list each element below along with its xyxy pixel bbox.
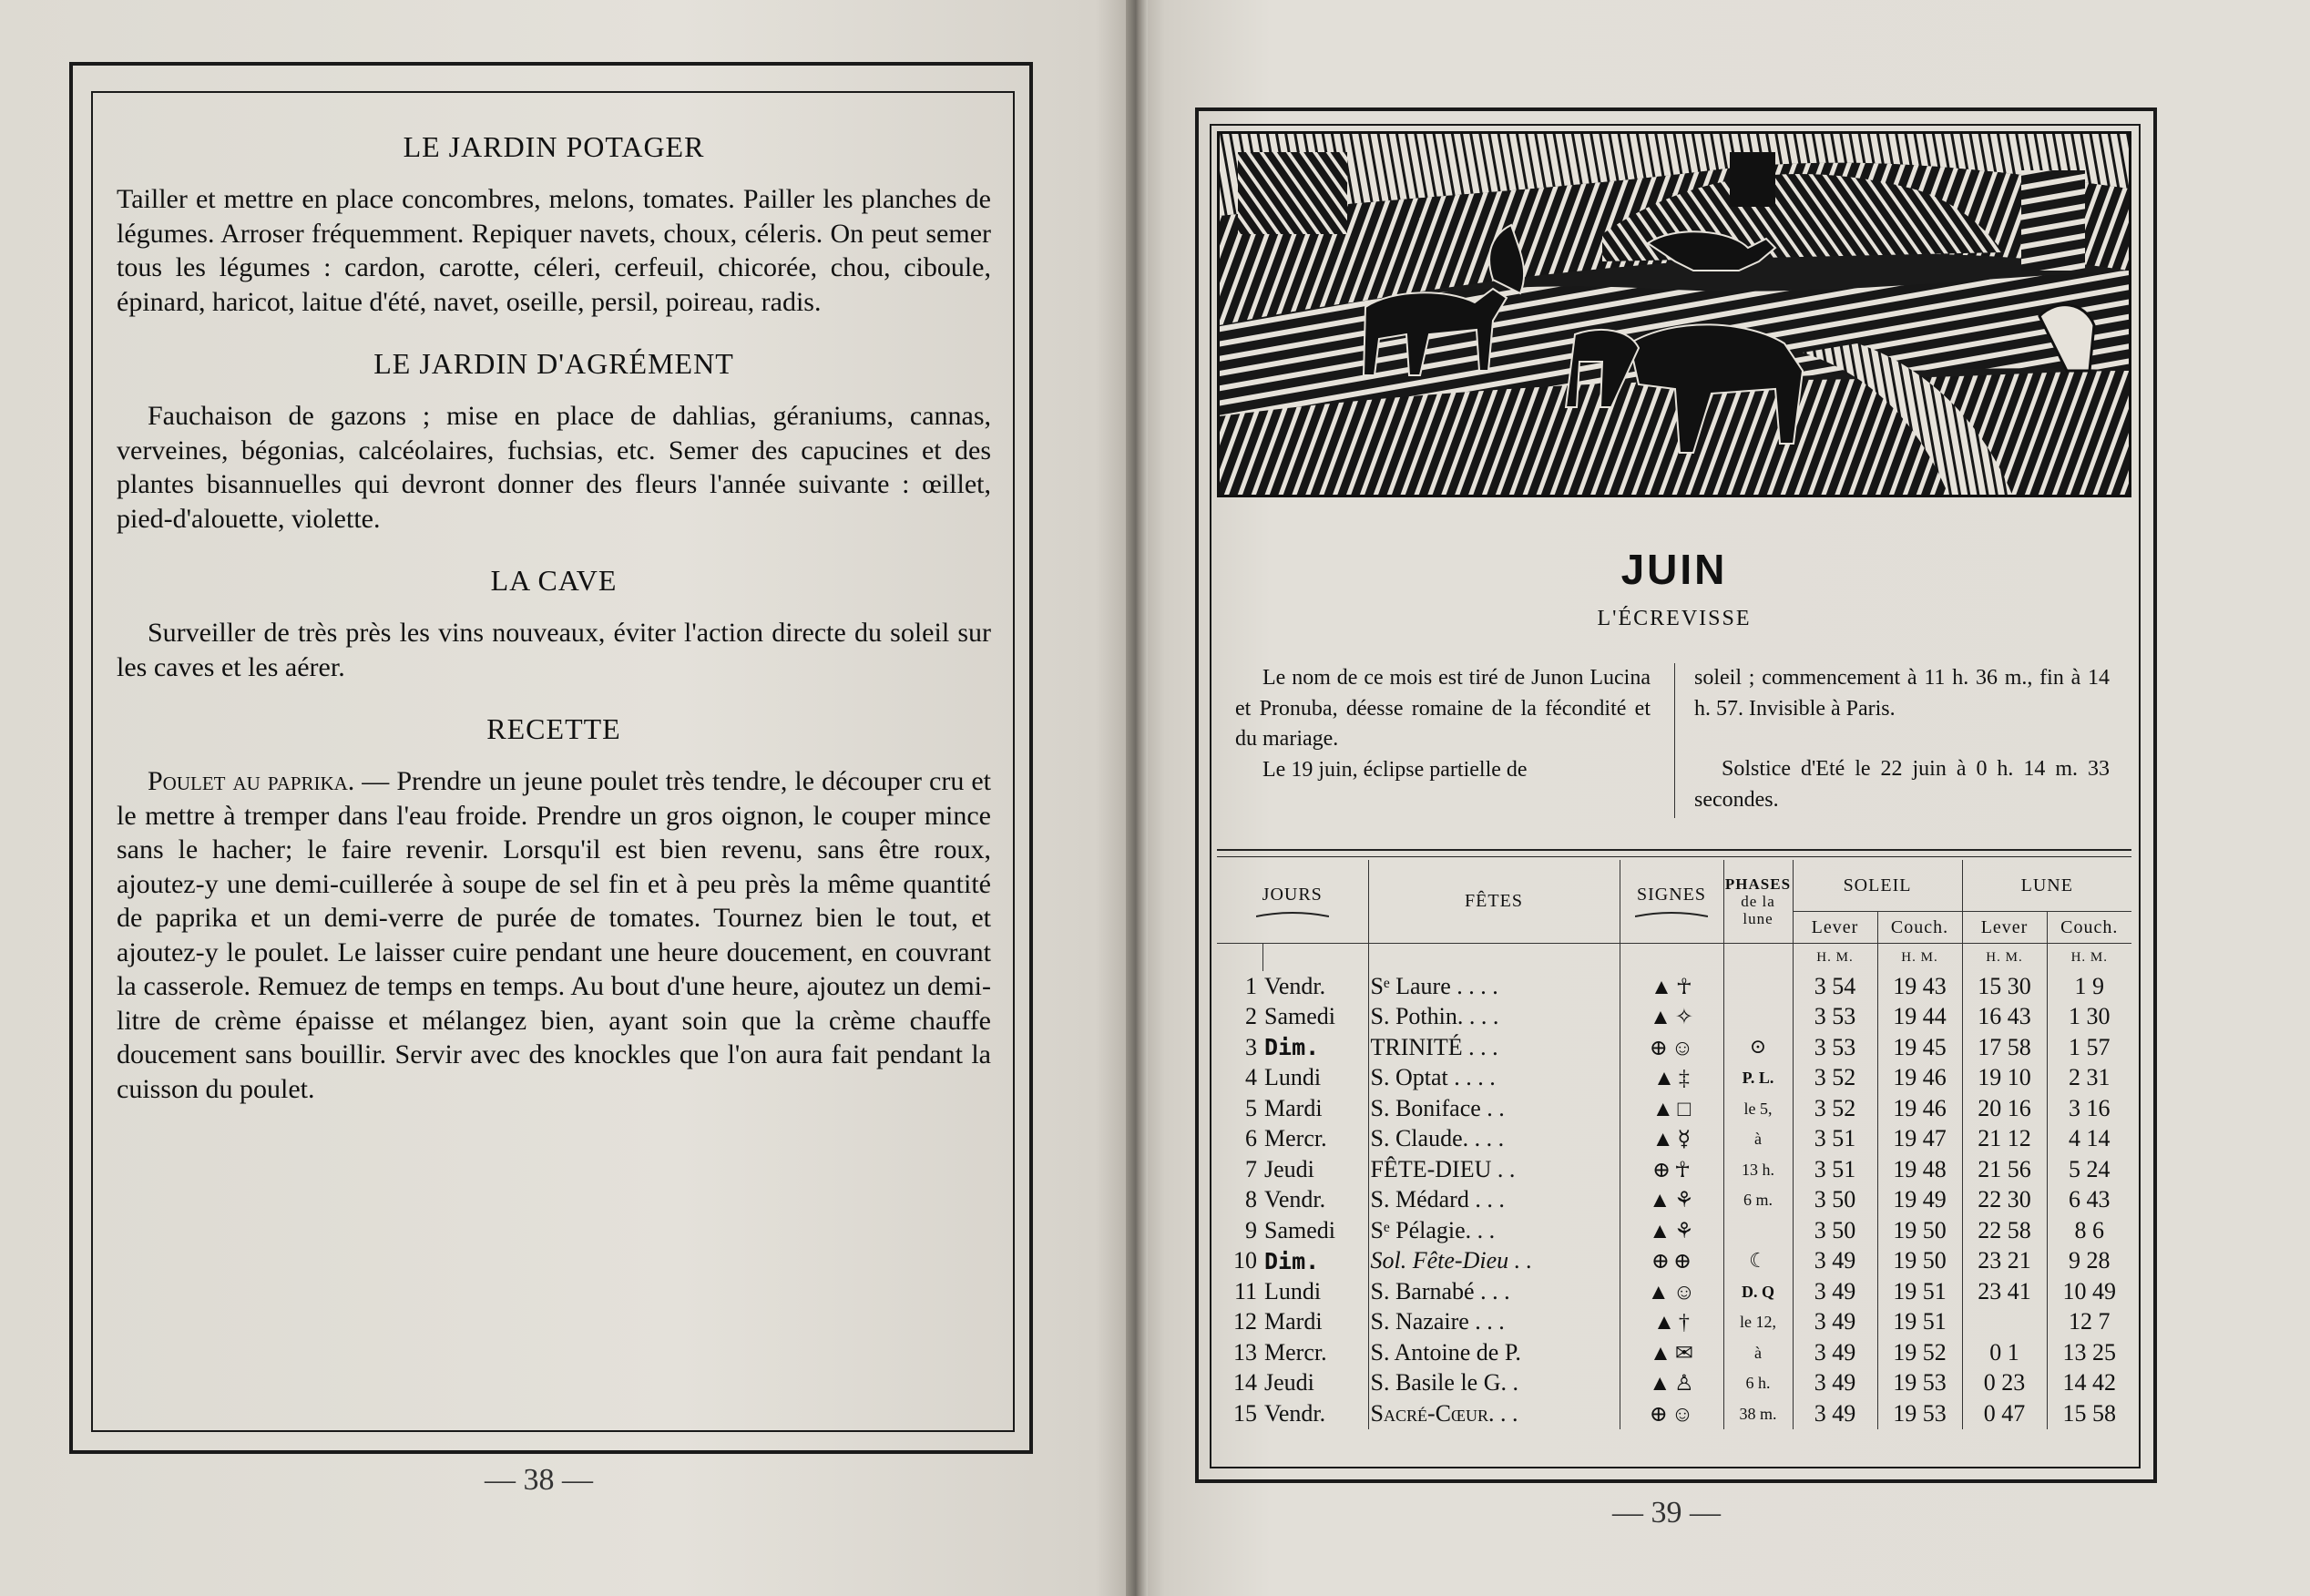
section-title-potager: LE JARDIN POTAGER (403, 130, 705, 163)
header-lune: LUNE (1962, 860, 2131, 912)
hm-label: H. M. (1793, 944, 1877, 972)
day-name: Jeudi (1264, 1369, 1314, 1396)
header-soleil: SOLEIL (1793, 860, 1962, 912)
moon-set: 1 30 (2047, 1002, 2131, 1033)
feast-name: FÊTE-DIEU . . (1368, 1154, 1620, 1185)
signs-cell (1620, 971, 1723, 1002)
moon-rise: 16 43 (1962, 1002, 2047, 1033)
signs-cell (1620, 1032, 1723, 1063)
day-name: Jeudi (1264, 1155, 1314, 1182)
signs-cell (1620, 1368, 1723, 1399)
sun-rise: 3 49 (1793, 1398, 1877, 1429)
day-name: Vendr. (1264, 1399, 1326, 1427)
moon-set: 1 57 (2047, 1032, 2131, 1063)
sign-symbol-icon: ⊕ (1651, 1250, 1670, 1274)
phase-cell (1723, 1002, 1793, 1033)
phase-cell (1723, 1032, 1793, 1063)
feast-name: S. Optat . . . . (1368, 1063, 1620, 1094)
day-number: 8 (1245, 1186, 1257, 1213)
zodiac-symbol-icon: □ (1677, 1097, 1692, 1121)
feast-name: S. Boniface . . (1368, 1093, 1620, 1124)
moon-set: 8 6 (2047, 1215, 2131, 1246)
section-body-agrement: Fauchaison de gazons ; mise en place de dahlias, géraniums, cannas, verveines, bégonias, calcéolaires, fuchsias, etc. Semer des capucines et des plantes bisannuelles qui devront donner des fleurs l'année suivante : œillet, pied-d'alouette, violette. (117, 401, 991, 534)
day-number: 5 (1245, 1094, 1257, 1121)
moon-rise: 19 10 (1962, 1063, 2047, 1094)
day-name: Vendr. (1264, 1186, 1326, 1213)
moon-set: 12 7 (2047, 1307, 2131, 1338)
day-number: 14 (1233, 1369, 1257, 1396)
page-number-right: — 39 — (1612, 1496, 1721, 1530)
rule-top (1217, 849, 2131, 851)
day-name: Mardi (1264, 1308, 1323, 1335)
header-lune-couch: Couch. (2047, 912, 2131, 944)
left-content (117, 128, 991, 1106)
sign-symbol-icon: ▲ (1649, 1189, 1671, 1213)
calendar-table (1217, 860, 2131, 1429)
day-name: Lundi (1264, 1277, 1322, 1304)
signs-cell (1620, 1093, 1723, 1124)
signs-cell (1620, 1063, 1723, 1094)
header-signes: SIGNES (1620, 860, 1723, 944)
header-soleil-couch: Couch. (1877, 912, 1962, 944)
day-name: Dim. (1264, 1034, 1320, 1061)
sun-rise: 3 53 (1793, 1032, 1877, 1063)
table-row (1217, 1154, 2131, 1185)
table-row (1217, 1215, 2131, 1246)
table-row (1217, 971, 2131, 1002)
signs-cell (1620, 1276, 1723, 1307)
table-row (1217, 1032, 2131, 1063)
sign-symbol-icon: ⊕ (1651, 1158, 1671, 1182)
sun-set: 19 50 (1877, 1246, 1962, 1277)
sun-rise: 3 49 (1793, 1368, 1877, 1399)
header-phases: PHASES de la lune (1723, 860, 1793, 944)
sign-symbol-icon: ▲ (1651, 975, 1672, 999)
moon-set: 9 28 (2047, 1246, 2131, 1277)
zodiac-symbol-icon: ⚘ (1674, 1189, 1694, 1213)
sun-set: 19 53 (1877, 1368, 1962, 1399)
day-name: Vendr. (1264, 972, 1326, 999)
sun-rise: 3 49 (1793, 1307, 1877, 1338)
day-name: Mardi (1264, 1094, 1323, 1121)
sun-set: 19 50 (1877, 1215, 1962, 1246)
section-body-recette (117, 764, 991, 1106)
full-moon-icon: ⊙ (1749, 1035, 1767, 1059)
table-row (1217, 1185, 2131, 1216)
month-title: JUIN (1620, 546, 1728, 593)
moon-set: 4 14 (2047, 1124, 2131, 1155)
feast-name: S. Pothin. . . . (1368, 1002, 1620, 1033)
signs-cell (1620, 1124, 1723, 1155)
sun-rise: 3 52 (1793, 1063, 1877, 1094)
header-jours: JOURS (1217, 860, 1368, 944)
day-name: Lundi (1264, 1064, 1322, 1091)
table-row (1217, 1002, 2131, 1033)
sun-rise: 3 53 (1793, 1002, 1877, 1033)
sun-set: 19 43 (1877, 971, 1962, 1002)
sign-symbol-icon: ▲ (1649, 1372, 1671, 1396)
day-number: 9 (1245, 1216, 1257, 1243)
moon-rise: 15 30 (1962, 971, 2047, 1002)
moon-rise: 0 47 (1962, 1398, 2047, 1429)
section-title-recette: RECETTE (486, 712, 621, 745)
moon-set: 10 49 (2047, 1276, 2131, 1307)
table-row (1217, 1124, 2131, 1155)
phase-cell: 13 h. (1723, 1154, 1793, 1185)
book-gutter (1126, 0, 1148, 1596)
day-name: Dim. (1264, 1247, 1320, 1274)
sign-symbol-icon: ▲ (1653, 1067, 1675, 1091)
signs-cell (1620, 1185, 1723, 1216)
sun-rise: 3 51 (1793, 1154, 1877, 1185)
text-column-right (1694, 663, 2110, 815)
sign-symbol-icon: ▲ (1647, 1280, 1670, 1304)
feast-name: Sᵉ Pélagie. . . (1368, 1215, 1620, 1246)
sign-symbol-icon: ⊕ (1649, 1036, 1668, 1060)
day-number: 13 (1233, 1338, 1257, 1366)
eclipse-text-start: Le 19 juin, éclipse partielle de (1262, 757, 1528, 782)
sun-rise: 3 54 (1793, 971, 1877, 1002)
moon-rise (1962, 1307, 2047, 1338)
moon-rise: 21 12 (1962, 1124, 2047, 1155)
sun-rise: 3 51 (1793, 1124, 1877, 1155)
recipe-title: Poulet au paprika. (148, 766, 355, 796)
feast-name: S. Claude. . . . (1368, 1124, 1620, 1155)
section-title-cave: LA CAVE (490, 564, 618, 597)
hm-label: H. M. (1877, 944, 1962, 972)
zodiac-symbol-icon: † (1678, 1311, 1690, 1335)
zodiac-symbol-icon: ☺ (1672, 1280, 1696, 1304)
day-number: 2 (1245, 1003, 1257, 1030)
sun-rise: 3 50 (1793, 1185, 1877, 1216)
sign-symbol-icon: ⊕ (1649, 1402, 1668, 1427)
day-number: 15 (1233, 1399, 1257, 1427)
section-body-potager: Tailler et mettre en place concombres, melons, tomates. Pailler les planches de légumes. Arroser fréquemment. Repiquer navets, choux, céleris. On peut semer tous les légumes : cardon, carotte, céleri, cerfeuil, chicorée, chou, ciboule, épinard, haricot, laitue d'été, navet, oseille, persil, poireau, radis. (117, 184, 991, 317)
moon-rise: 23 21 (1962, 1246, 2047, 1277)
feast-name: S. Nazaire . . . (1368, 1307, 1620, 1338)
page-number-left: — 38 — (485, 1463, 593, 1497)
zodiac-symbol-icon: ☺ (1671, 1036, 1694, 1060)
phase-cell: D. Q (1723, 1276, 1793, 1307)
zodiac-symbol-icon: ⊕ (1673, 1250, 1692, 1274)
table-row (1217, 1337, 2131, 1368)
zodiac-symbol-icon: ☥ (1675, 975, 1692, 999)
sign-symbol-icon: ▲ (1650, 1341, 1671, 1366)
feast-name: Sacré-Cœur. . . (1368, 1398, 1620, 1429)
day-number: 4 (1245, 1064, 1257, 1091)
signs-cell (1620, 1154, 1723, 1185)
zodiac-symbol-icon: ✧ (1674, 1006, 1693, 1030)
sun-set: 19 44 (1877, 1002, 1962, 1033)
sun-set: 19 51 (1877, 1307, 1962, 1338)
hm-label: H. M. (1962, 944, 2047, 972)
table-row (1217, 1093, 2131, 1124)
woodcut-horses-landscape (1220, 134, 2129, 495)
sun-rise: 3 52 (1793, 1093, 1877, 1124)
day-number: 12 (1233, 1308, 1257, 1335)
sun-rise: 3 49 (1793, 1246, 1877, 1277)
feast-name: S. Basile le G. . (1368, 1368, 1620, 1399)
moon-set: 3 16 (2047, 1093, 2131, 1124)
sun-set: 19 48 (1877, 1154, 1962, 1185)
zodiac-symbol-icon: ⚘ (1674, 1219, 1694, 1243)
phase-cell: 6 h. (1723, 1368, 1793, 1399)
signs-cell (1620, 1215, 1723, 1246)
zodiac-symbol-icon: ☥ (1674, 1158, 1691, 1182)
table-row (1217, 1063, 2131, 1094)
phase-cell (1723, 1215, 1793, 1246)
feast-name: Sol. Fête-Dieu . . (1368, 1246, 1620, 1277)
moon-set: 14 42 (2047, 1368, 2131, 1399)
moon-set: 2 31 (2047, 1063, 2131, 1094)
day-name: Samedi (1264, 1003, 1335, 1030)
sign-symbol-icon: ▲ (1650, 1006, 1671, 1030)
moon-set: 13 25 (2047, 1337, 2131, 1368)
moon-set: 15 58 (2047, 1398, 2131, 1429)
day-number: 6 (1245, 1125, 1257, 1152)
sun-set: 19 49 (1877, 1185, 1962, 1216)
sign-symbol-icon: ▲ (1649, 1219, 1671, 1243)
table-row (1217, 1276, 2131, 1307)
column-divider (1674, 663, 1675, 818)
sign-symbol-icon: ▲ (1651, 1097, 1674, 1121)
rule-top-2 (1217, 856, 2131, 857)
zodiac-symbol-icon: ☺ (1671, 1402, 1694, 1427)
sun-set: 19 46 (1877, 1063, 1962, 1094)
day-number: 1 (1245, 972, 1257, 999)
feast-name: TRINITÉ . . . (1368, 1032, 1620, 1063)
signs-cell (1620, 1337, 1723, 1368)
phase-cell: P. L. (1723, 1063, 1793, 1094)
recipe-text: — Prendre un jeune poulet très tendre, le découper cru et le mettre à tremper dans l'eau froide. Prendre un gros oignon, le couper mince sans le hacher; le faire revenir. Lorsqu'il est bien revenu, sans être roux, ajoutez-y une demi-cuillerée à soupe de sel fin et à peu près la même quantité de paprika et un demi-verre de purée de tomates. Tournez bien le tout, et ajoutez-y le poulet. Le laisser cuire pendant une heure doucement, en couvrant la casserole. Remuez de temps en temps. Au bout d'une heure, ajoutez un demi-litre de crème épaisse et mélangez bien, ayant soin que la crème chauffe doucement sans bouillir. Servir avec des knockles que l'on aura fait pendant la cuisson du poulet. (117, 766, 992, 1104)
phase-cell: le 12, (1723, 1307, 1793, 1338)
feast-name: S. Barnabé . . . (1368, 1276, 1620, 1307)
moon-rise: 22 58 (1962, 1215, 2047, 1246)
header-soleil-lever: Lever (1793, 912, 1877, 944)
sun-set: 19 52 (1877, 1337, 1962, 1368)
header-fetes: FÊTES (1368, 860, 1620, 944)
moon-set: 1 9 (2047, 971, 2131, 1002)
sun-set: 19 45 (1877, 1032, 1962, 1063)
moon-rise: 0 1 (1962, 1337, 2047, 1368)
phase-cell: 6 m. (1723, 1185, 1793, 1216)
moon-rise: 23 41 (1962, 1276, 2047, 1307)
signs-cell (1620, 1002, 1723, 1033)
phase-cell (1723, 971, 1793, 1002)
signs-cell (1620, 1307, 1723, 1338)
day-name: Mercr. (1264, 1125, 1327, 1152)
moon-rise: 21 56 (1962, 1154, 2047, 1185)
section-title-agrement: LE JARDIN D'AGRÉMENT (373, 347, 734, 380)
signs-cell (1620, 1398, 1723, 1429)
zodiac-sign: L'ÉCREVISSE (1597, 607, 1752, 630)
day-number: 3 (1245, 1033, 1257, 1060)
phase-cell: à (1723, 1124, 1793, 1155)
day-name: Samedi (1264, 1216, 1335, 1243)
sun-set: 19 47 (1877, 1124, 1962, 1155)
sun-set: 19 46 (1877, 1093, 1962, 1124)
hm-label: H. M. (2047, 944, 2131, 972)
feast-name: S. Médard . . . (1368, 1185, 1620, 1216)
zodiac-symbol-icon: ‡ (1678, 1067, 1690, 1091)
table-row (1217, 1307, 2131, 1338)
table-row (1217, 1368, 2131, 1399)
sign-symbol-icon: ▲ (1653, 1311, 1675, 1335)
phase-cell: le 5, (1723, 1093, 1793, 1124)
sun-rise: 3 50 (1793, 1215, 1877, 1246)
month-origin-text: Le nom de ce mois est tiré de Junon Lucina et Pronuba, déesse romaine de la fécondité et du mariage. (1235, 666, 1651, 751)
header-lune-lever: Lever (1962, 912, 2047, 944)
table-row (1217, 1246, 2131, 1277)
day-number: 11 (1233, 1277, 1257, 1304)
zodiac-symbol-icon: ☿ (1677, 1128, 1692, 1152)
eclipse-text-end: soleil ; commencement à 11 h. 36 m., fin à 14 h. 57. Invisible à Paris. (1694, 666, 2110, 721)
table-row (1217, 1398, 2131, 1429)
section-body-cave: Surveiller de très près les vins nouveaux, éviter l'action directe du soleil sur les caves et les aérer. (117, 618, 991, 682)
woodcut-illustration (1217, 131, 2131, 497)
zodiac-symbol-icon: ✉ (1674, 1341, 1693, 1366)
moon-set: 5 24 (2047, 1154, 2131, 1185)
text-column-left (1235, 663, 1651, 785)
feast-name: Sᵉ Laure . . . . (1368, 971, 1620, 1002)
moon-rise: 17 58 (1962, 1032, 2047, 1063)
moon-rise: 22 30 (1962, 1185, 2047, 1216)
moon-rise: 0 23 (1962, 1368, 2047, 1399)
sun-set: 19 51 (1877, 1276, 1962, 1307)
sun-rise: 3 49 (1793, 1337, 1877, 1368)
sun-set: 19 53 (1877, 1398, 1962, 1429)
zodiac-symbol-icon: ♙ (1674, 1372, 1694, 1396)
solstice-text: Solstice d'Eté le 22 juin à 0 h. 14 m. 33 secondes. (1694, 757, 2110, 812)
signs-cell (1620, 1246, 1723, 1277)
day-name: Mercr. (1264, 1338, 1327, 1366)
phase-cell: 38 m. (1723, 1398, 1793, 1429)
moon-set: 6 43 (2047, 1185, 2131, 1216)
moon-rise: 20 16 (1962, 1093, 2047, 1124)
day-number: 7 (1245, 1155, 1257, 1182)
day-number: 10 (1233, 1247, 1257, 1274)
phase-cell: à (1723, 1337, 1793, 1368)
sun-rise: 3 49 (1793, 1276, 1877, 1307)
feast-name: S. Antoine de P. (1368, 1337, 1620, 1368)
sign-symbol-icon: ▲ (1651, 1128, 1674, 1152)
last-quarter-icon: ☾ (1749, 1248, 1767, 1272)
phase-cell (1723, 1246, 1793, 1277)
